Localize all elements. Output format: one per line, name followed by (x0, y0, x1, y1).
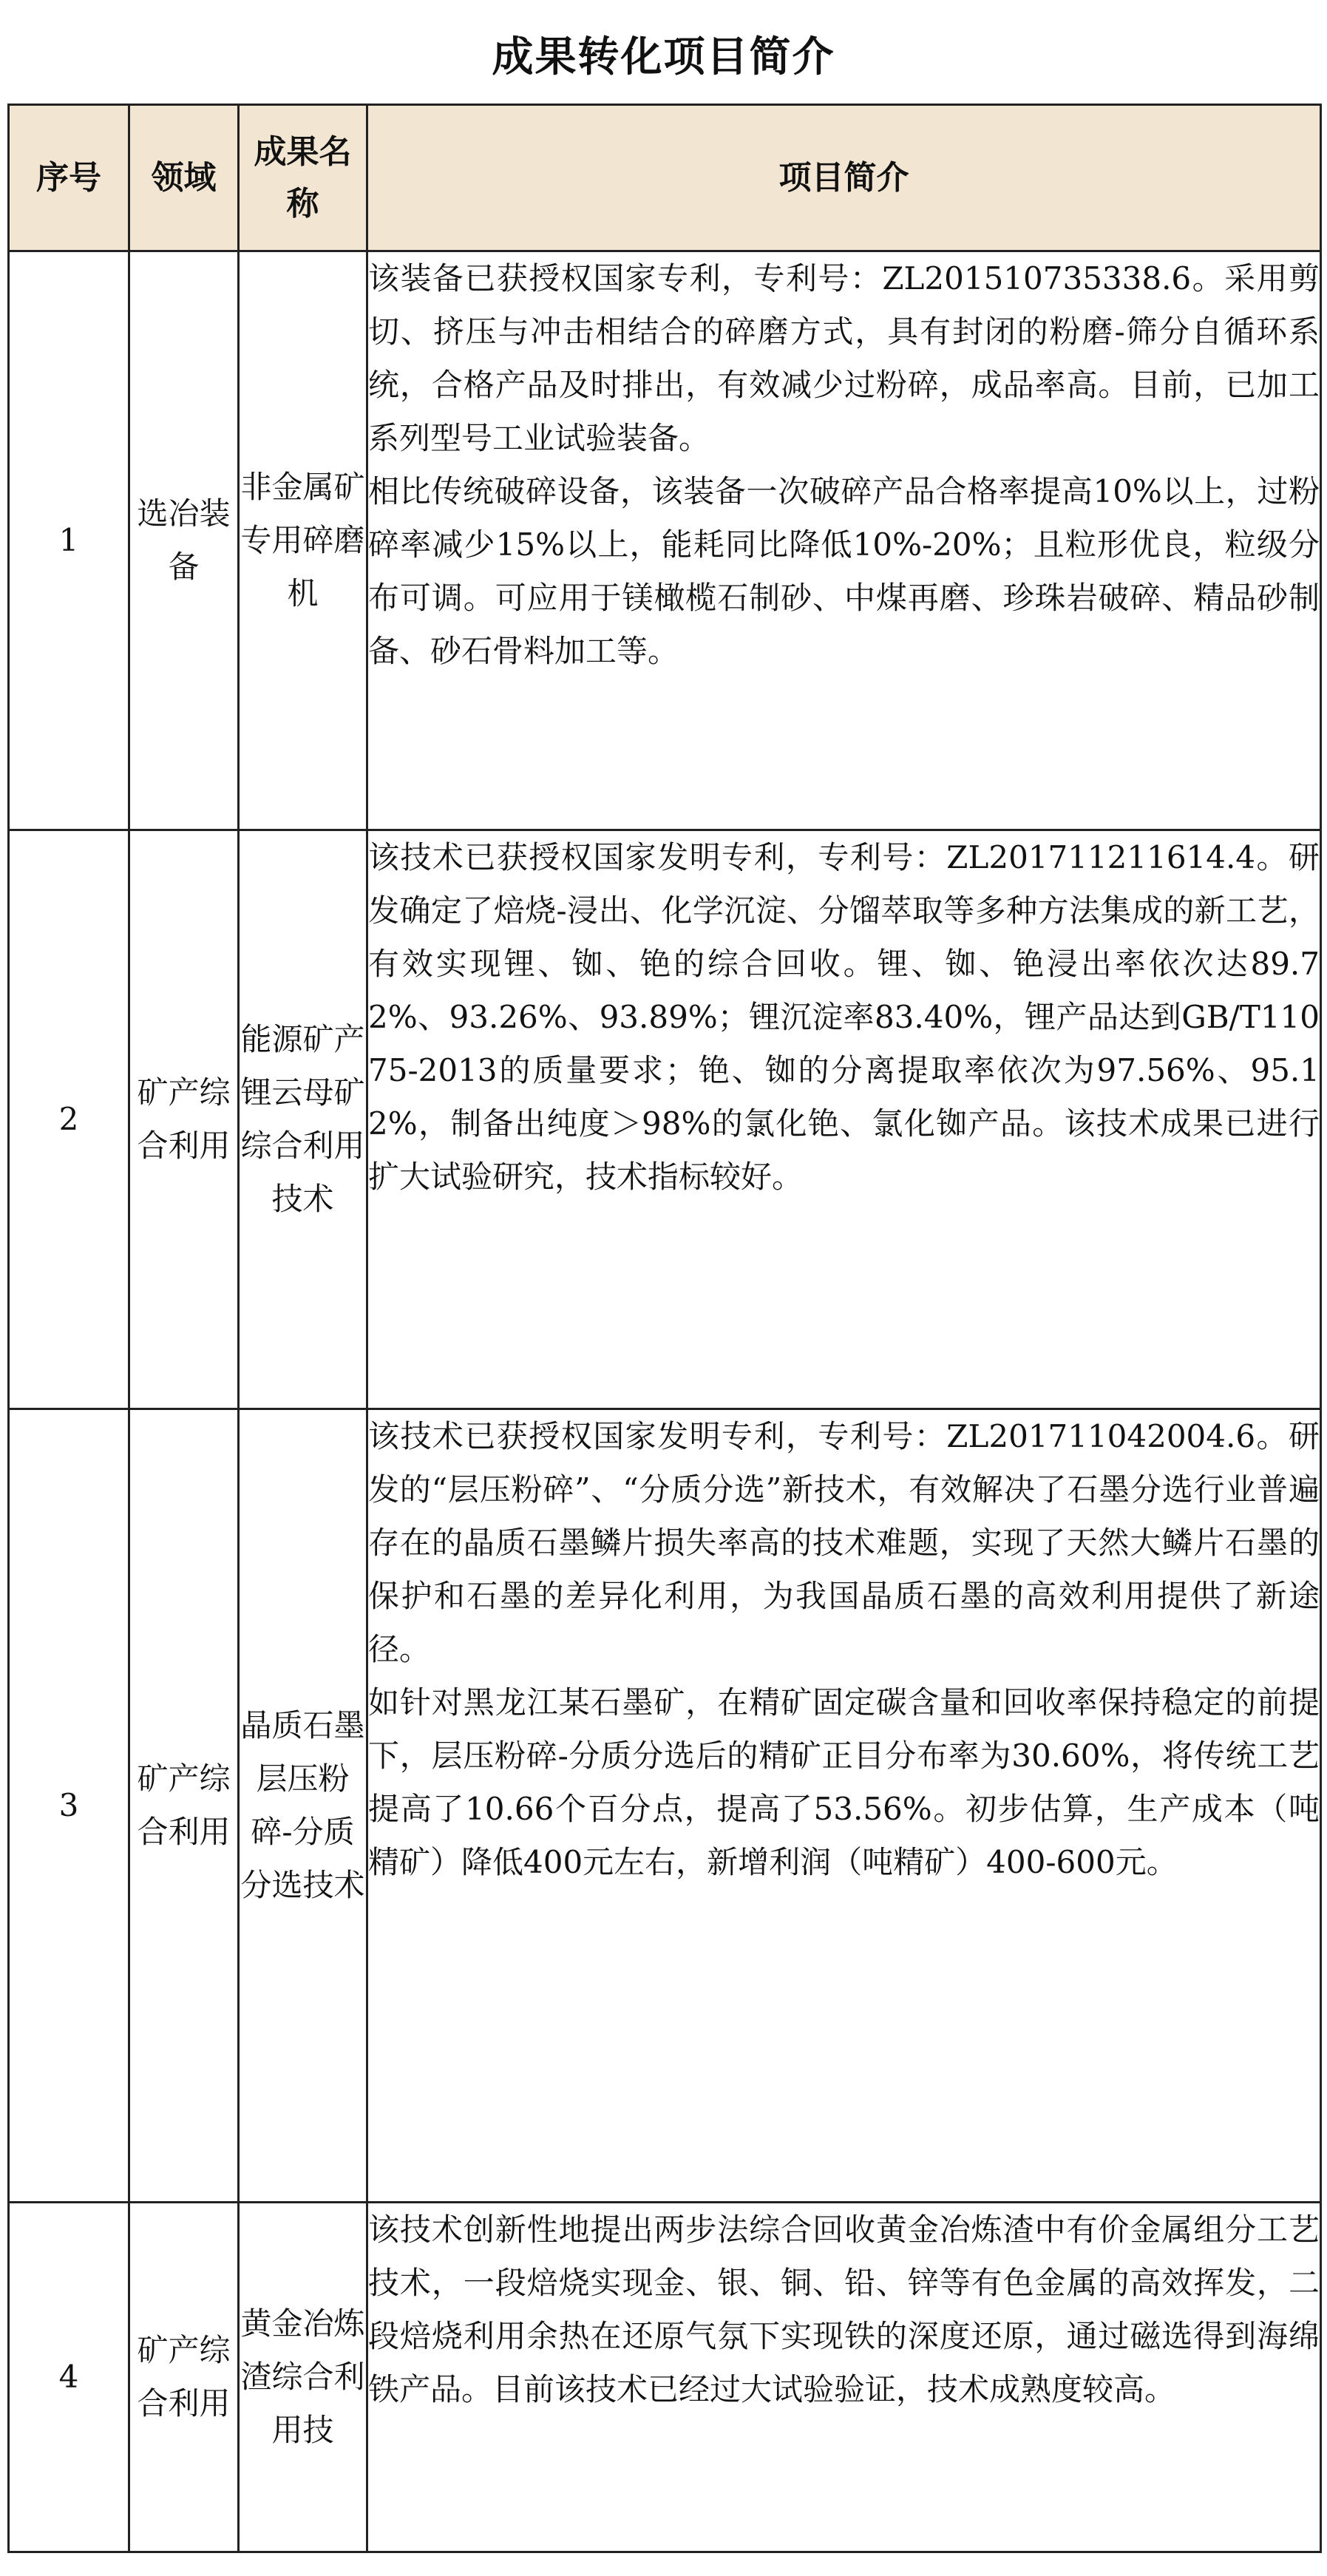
results-table (7, 104, 1322, 2553)
header-seq: 序号 (9, 105, 129, 251)
row-field: 矿产综合利用 (129, 830, 239, 1409)
row-field: 矿产综合利用 (129, 1409, 239, 2203)
row-seq: 2 (9, 830, 129, 1409)
header-intro: 项目简介 (367, 105, 1321, 251)
row-intro (367, 2203, 1321, 2552)
intro-paragraph: 该技术创新性地提出两步法综合回收黄金冶炼渣中有价金属组分工艺技术，一段焙烧实现金、银、铜、铅、锌等有色金属的高效挥发，二段焙烧利用余热在还原气氛下实现铁的深度还原，通过磁选得到海绵铁产品。目前该技术已经过大试验验证，技术成熟度较高。 (368, 2211, 1320, 2407)
row-seq: 3 (9, 1409, 129, 2203)
intro-paragraph: 如针对黑龙江某石墨矿，在精矿固定碳含量和回收率保持稳定的前提下，层压粉碎-分质分选后的精矿正目分布率为30.60%，将传统工艺提高了10.66个百分点，提高了53.56%。初步估算，生产成本（吨精矿）降低400元左右，新增利润（吨精矿）400-600元。 (368, 1684, 1320, 1880)
intro-paragraph: 该技术已获授权国家发明专利，专利号：ZL201711211614.4。研发确定了焙烧-浸出、化学沉淀、分馏萃取等多种方法集成的新工艺，有效实现锂、铷、铯的综合回收。锂、铷、铯浸出率依次达89.72%、93.26%、93.89%；锂沉淀率83.40%，锂产品达到GB/T11075-2013的质量要求；铯、铷的分离提取率依次为97.56%、95.12%，制备出纯度＞98%的氯化铯、氯化铷产品。该技术成果已进行扩大试验研究，技术指标较好。 (368, 839, 1320, 1195)
row-field: 选冶装备 (129, 251, 239, 830)
header-field: 领域 (129, 105, 239, 251)
row-name: 非金属矿专用碎磨机 (239, 251, 367, 830)
table-row (9, 1409, 1321, 2203)
row-seq: 1 (9, 251, 129, 830)
table-row (9, 2203, 1321, 2552)
row-name: 能源矿产锂云母矿综合利用技术 (239, 830, 367, 1409)
row-seq: 4 (9, 2203, 129, 2552)
row-intro (367, 830, 1321, 1409)
intro-paragraph: 该技术已获授权国家发明专利，专利号：ZL201711042004.6。研发的“层压粉碎”、“分质分选”新技术，有效解决了石墨分选行业普遍存在的晶质石墨鳞片损失率高的技术难题，实现了天然大鳞片石墨的保护和石墨的差异化利用，为我国晶质石墨的高效利用提供了新途径。 (368, 1418, 1320, 1667)
row-intro (367, 1409, 1321, 2203)
row-field: 矿产综合利用 (129, 2203, 239, 2552)
row-name: 晶质石墨层压粉碎-分质分选技术 (239, 1409, 367, 2203)
row-intro (367, 251, 1321, 830)
table-row (9, 251, 1321, 830)
row-name: 黄金冶炼渣综合利用技 (239, 2203, 367, 2552)
page-title: 成果转化项目简介 (492, 33, 835, 81)
intro-paragraph: 相比传统破碎设备，该装备一次破碎产品合格率提高10%以上，过粉碎率减少15%以上，能耗同比降低10%-20%；且粒形优良，粒级分布可调。可应用于镁橄榄石制砂、中煤再磨、珍珠岩破碎、精品砂制备、砂石骨料加工等。 (368, 473, 1320, 669)
intro-paragraph: 该装备已获授权国家专利，专利号：ZL201510735338.6。采用剪切、挤压与冲击相结合的碎磨方式，具有封闭的粉磨-筛分自循环系统，合格产品及时排出，有效减少过粉碎，成品率高。目前，已加工系列型号工业试验装备。 (368, 260, 1320, 456)
table-row (9, 830, 1321, 1409)
header-name: 成果名称 (239, 105, 367, 251)
header-row (9, 105, 1321, 251)
